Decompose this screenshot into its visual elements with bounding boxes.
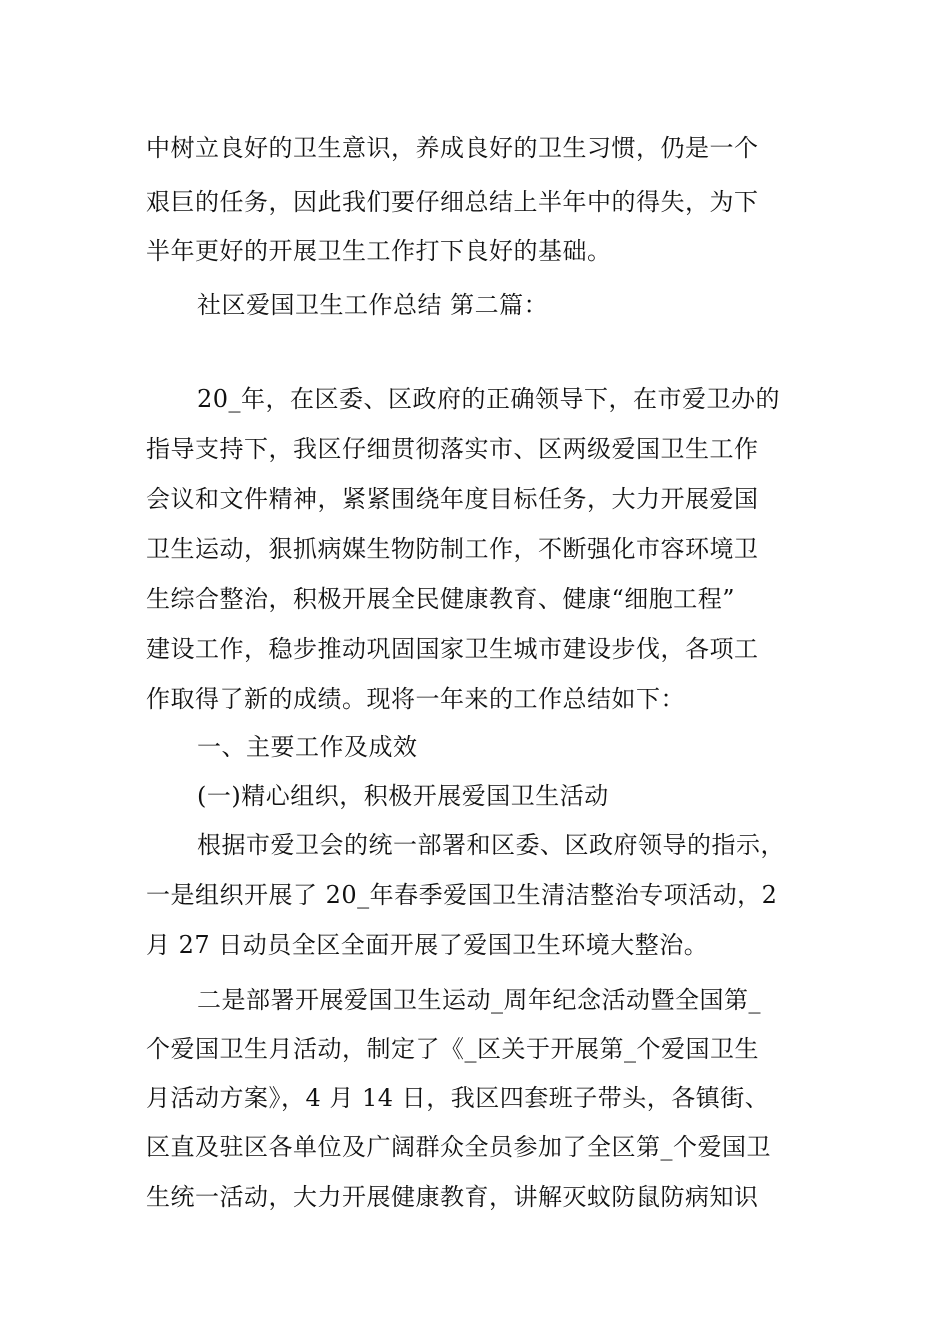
paragraph-line: 个爱国卫生月活动，制定了《_区关于开展第_个爱国卫生 [146,1035,759,1063]
paragraph-line: 生统一活动，大力开展健康教育，讲解灭蚊防鼠防病知识 [146,1183,759,1211]
paragraph-line: 建设工作，稳步推动巩固国家卫生城市建设步伐，各项工 [146,635,759,663]
paragraph-line: 月活动方案》，4 月 14 日，我区四套班子带头，各镇街、 [146,1084,770,1112]
paragraph-line: 月 27 日动员全区全面开展了爱国卫生环境大整治。 [146,931,709,959]
paragraph-line: 指导支持下，我区仔细贯彻落实市、区两级爱国卫生工作 [146,435,759,463]
paragraph-line: 会议和文件精神，紧紧围绕年度目标任务，大力开展爱国 [146,485,759,513]
paragraph-line: 中树立良好的卫生意识，养成良好的卫生习惯，仍是一个 [146,134,759,162]
section-heading: 社区爱国卫生工作总结 第二篇： [197,291,549,319]
paragraph-line: 作取得了新的成绩。现将一年来的工作总结如下： [146,685,685,713]
paragraph-line: 根据市爱卫会的统一部署和区委、区政府领导的指示， [197,831,785,859]
paragraph-line: 半年更好的开展卫生工作打下良好的基础。 [146,237,612,265]
paragraph-line: 艰巨的任务，因此我们要仔细总结上半年中的得失，为下 [146,188,759,216]
section-heading: 一、主要工作及成效 [197,733,418,761]
paragraph-line: 生综合整治，积极开展全民健康教育、健康“细胞工程” [146,585,736,613]
paragraph-line: 区直及驻区各单位及广阔群众全员参加了全区第_个爱国卫 [146,1133,771,1161]
paragraph-line: 二是部署开展爱国卫生运动_周年纪念活动暨全国第_ [197,986,761,1014]
paragraph-line: 卫生运动，狠抓病媒生物防制工作，不断强化市容环境卫 [146,535,759,563]
subsection-heading: (一)精心组织，积极开展爱国卫生活动 [197,782,609,810]
paragraph-line: 20_年，在区委、区政府的正确领导下，在市爱卫办的 [197,385,781,413]
paragraph-line: 一是组织开展了 20_年春季爱国卫生清洁整治专项活动，2 [146,881,778,909]
